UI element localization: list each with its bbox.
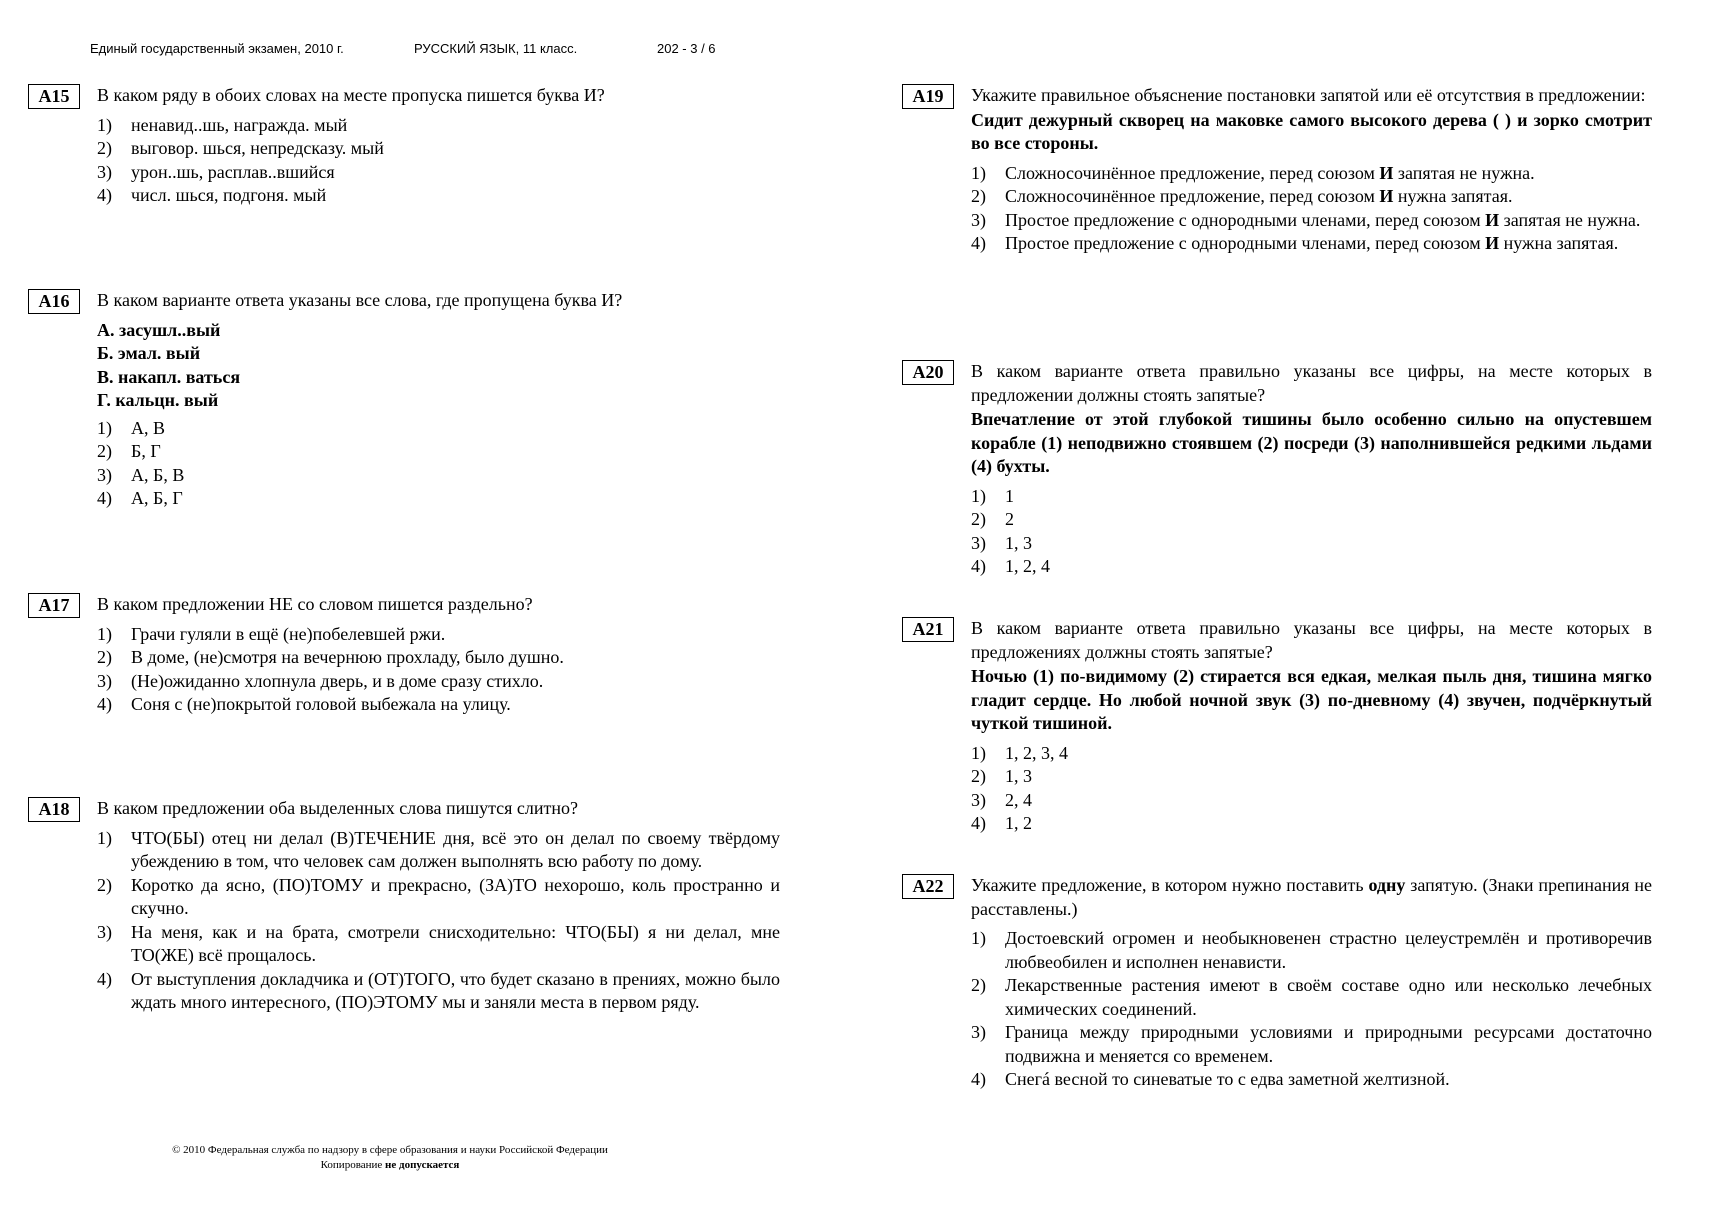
task-sentence: Сидит дежурный скворец на маковке самого высокого дерева ( ) и зорко смотрит во все стороны. bbox=[971, 109, 1652, 153]
copyright-line: © 2010 Федеральная служба по надзору в сфере образования и науки Российской Федерации bbox=[172, 1144, 608, 1156]
answer-option: 4) Простое предложение с однородными членами, перед союзом И нужна запятая. bbox=[971, 233, 1619, 253]
answer-option: 2) 2 bbox=[971, 509, 1014, 529]
answer-option: 3) урон..шь, расплав..вшийся bbox=[97, 161, 335, 182]
task-a22 bbox=[902, 874, 1652, 1092]
exam-title: Единый государственный экзамен, 2010 г. bbox=[90, 41, 344, 56]
answer-option: 1) А, В bbox=[97, 417, 166, 438]
task-number: A21 bbox=[902, 617, 954, 642]
answer-option: 1) ЧТО(БЫ) отец ни делал (В)ТЕЧЕНИЕ дня, всё это он делал по своему твёрдому убеждению в том, что человек сам должен выполнять всю работу по дому. bbox=[97, 827, 780, 871]
word-item: Г. кальцн. вый bbox=[97, 390, 219, 410]
answer-option: 4) 1, 2 bbox=[971, 813, 1032, 833]
answer-option: 1) Достоевский огромен и необыкновенен страстно целеустремлён и противоречив любвеобилен и исполнен ненависти. bbox=[971, 928, 1652, 972]
question-text: В каком варианте ответа правильно указаны все цифры, на месте которых в предложениях должны стоять запятые? bbox=[971, 618, 1652, 662]
answer-option: 3) На меня, как и на брата, смотрели снисходительно: ЧТО(БЫ) я ни делал, мне ТО(ЖЕ) всё прощалось. bbox=[97, 921, 780, 965]
task-number: A20 bbox=[902, 360, 954, 385]
task-a17 bbox=[28, 593, 780, 717]
task-a15 bbox=[28, 84, 780, 208]
question-text: В каком варианте ответа указаны все слова, где пропущена буква И? bbox=[97, 290, 623, 310]
answer-option: 1) ненавид..шь, награжда. мый bbox=[97, 114, 348, 135]
word-item: А. засушл..вый bbox=[97, 319, 221, 340]
page-number: 202 - 3 / 6 bbox=[657, 41, 716, 56]
word-item: В. накапл. ваться bbox=[97, 366, 241, 387]
subject-title: РУССКИЙ ЯЗЫК, 11 класс. bbox=[414, 41, 578, 56]
task-a16 bbox=[28, 289, 780, 511]
answer-option: 3) 2, 4 bbox=[971, 789, 1032, 810]
answer-option: 3) 1, 3 bbox=[971, 532, 1032, 553]
answer-option: 3) (Не)ожиданно хлопнула дверь, и в доме сразу стихло. bbox=[97, 670, 544, 691]
task-number: A15 bbox=[28, 84, 80, 109]
task-number: A16 bbox=[28, 289, 80, 314]
question-text: В каком варианте ответа правильно указаны все цифры, на месте которых в предложении должны стоять запятые? bbox=[971, 361, 1652, 405]
answer-option: 2) Сложносочинённое предложение, перед союзом И нужна запятая. bbox=[971, 186, 1513, 206]
answer-option: 1) Грачи гуляли в ещё (не)побелевшей ржи. bbox=[97, 623, 446, 644]
question-text: В каком ряду в обоих словах на месте пропуска пишется буква И? bbox=[97, 85, 605, 105]
answer-option: 2) В доме, (не)смотря на вечернюю прохладу, было душно. bbox=[97, 647, 564, 667]
answer-option: 2) 1, 3 bbox=[971, 766, 1032, 786]
answer-option: 3) А, Б, В bbox=[97, 464, 185, 485]
answer-option: 4) 1, 2, 4 bbox=[971, 556, 1050, 576]
task-a19 bbox=[902, 84, 1652, 256]
word-item: Б. эмал. вый bbox=[97, 343, 201, 363]
copying-notice: Копирование не допускается bbox=[320, 1159, 460, 1171]
answer-option: 2) выговор. шься, непредсказу. мый bbox=[97, 138, 384, 158]
page-footer bbox=[90, 1143, 690, 1173]
answer-option: 2) Б, Г bbox=[97, 441, 161, 461]
task-a20 bbox=[902, 360, 1652, 579]
answer-option: 1) Сложносочинённое предложение, перед союзом И запятая не нужна. bbox=[971, 162, 1535, 183]
answer-option: 1) 1 bbox=[971, 485, 1014, 506]
task-a18 bbox=[28, 797, 780, 1015]
question-text: В каком предложении НЕ со словом пишется раздельно? bbox=[97, 594, 533, 614]
task-number: A22 bbox=[902, 874, 954, 899]
question-text: Укажите правильное объяснение постановки запятой или её отсутствия в предложении: bbox=[971, 85, 1646, 105]
answer-option: 4) Соня с (не)покрытой головой выбежала на улицу. bbox=[97, 694, 511, 714]
answer-option: 4) А, Б, Г bbox=[97, 488, 183, 508]
answer-option: 2) Лекарственные растения имеют в своём составе одно или несколько лечебных химических соединений. bbox=[971, 975, 1652, 1019]
answer-option: 2) Коротко да ясно, (ПО)ТОМУ и прекрасно, (ЗА)ТО нехорошо, коль пространно и скучно. bbox=[97, 874, 780, 918]
answer-option: 4) Снегá весной то синеватые то с едва заметной желтизной. bbox=[971, 1069, 1450, 1089]
answer-option: 4) числ. шься, подгоня. мый bbox=[97, 185, 327, 205]
task-number: A18 bbox=[28, 797, 80, 822]
question-text: Укажите предложение, в котором нужно поставить одну запятую. (Знаки препинания не расставлены.) bbox=[971, 875, 1652, 919]
answer-option: 3) Граница между природными условиями и природными ресурсами достаточно подвижна и меняется со временем. bbox=[971, 1022, 1652, 1066]
task-a21 bbox=[902, 617, 1652, 836]
question-text: В каком предложении оба выделенных слова пишутся слитно? bbox=[97, 798, 579, 818]
answer-option: 3) Простое предложение с однородными членами, перед союзом И запятая не нужна. bbox=[971, 209, 1641, 230]
task-sentence: Впечатление от этой глубокой тишины было особенно сильно на опустевшем корабле (1) неподвижно стоявшем (2) посреди (3) наполнившейся редкими льдами (4) бухты. bbox=[971, 409, 1652, 476]
answer-option: 4) От выступления докладчика и (ОТ)ТОГО, что будет сказано в прениях, можно было ждать много интересного, (ПО)ЭТОМУ мы и заняли места в первом ряду. bbox=[97, 968, 780, 1012]
answer-option: 1) 1, 2, 3, 4 bbox=[971, 742, 1068, 763]
task-sentence: Ночью (1) по-видимому (2) стирается вся едкая, мелкая пыль дня, тишина мягко гладит сердце. Но любой ночной звук (3) по-дневному (4) звучен, подчёркнутый чуткой тишиной. bbox=[971, 666, 1652, 733]
task-number: A17 bbox=[28, 593, 80, 618]
task-number: A19 bbox=[902, 84, 954, 109]
